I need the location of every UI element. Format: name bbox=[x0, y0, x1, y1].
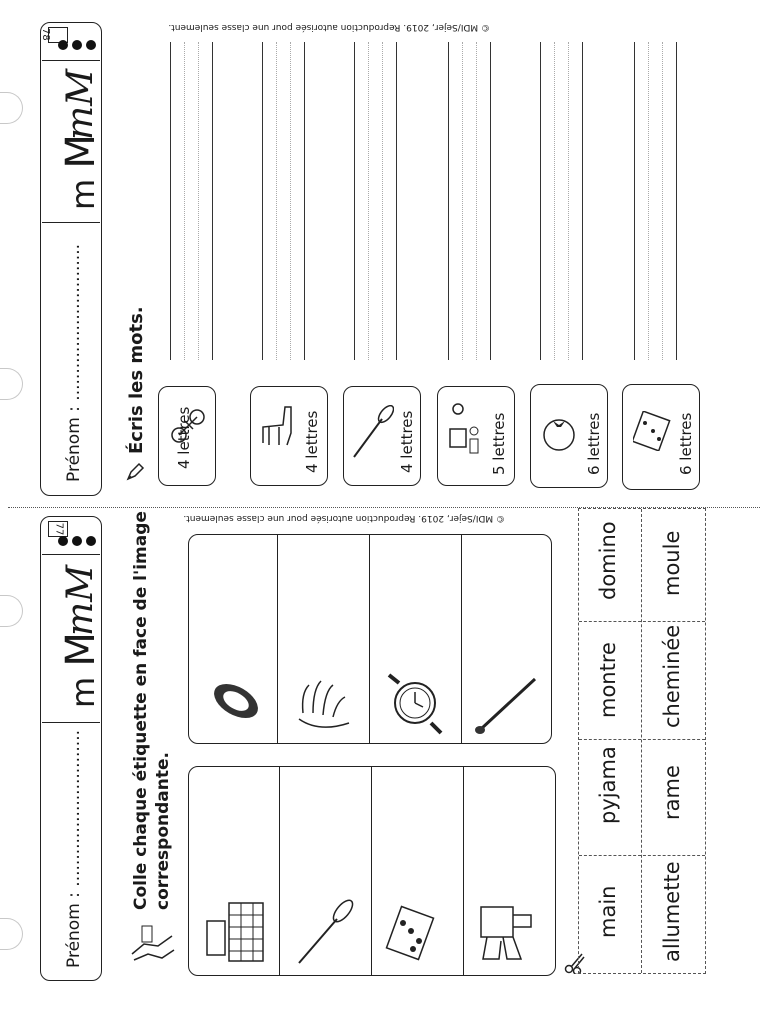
glue-hands-icon bbox=[128, 924, 178, 968]
punch-hole bbox=[0, 368, 23, 400]
letter-count: 4 lettres bbox=[175, 406, 193, 469]
punch-hole bbox=[0, 92, 23, 124]
copyright-notice: © MDI/Sejer, 2019. Reproduction autorisée pour une classe seulement. bbox=[168, 22, 490, 32]
paddle-icon bbox=[289, 899, 359, 969]
matchstick-icon bbox=[469, 669, 545, 739]
instruction-78: Écris les mots. bbox=[126, 306, 147, 454]
letter-count: 6 lettres bbox=[585, 412, 603, 475]
word-box bbox=[343, 386, 421, 486]
label-rame[interactable]: rame bbox=[660, 765, 684, 820]
image-grid-right bbox=[188, 534, 552, 744]
letter-count: 4 lettres bbox=[303, 410, 321, 473]
label-main[interactable]: main bbox=[596, 885, 620, 938]
label-cheminee[interactable]: cheminée bbox=[660, 624, 684, 728]
letter-count: 6 lettres bbox=[677, 412, 695, 475]
letter-count: 5 lettres bbox=[490, 412, 508, 475]
prenom-label-77: Prénom : ............................. bbox=[64, 729, 84, 968]
domino-icon bbox=[633, 411, 671, 451]
label-domino[interactable]: domino bbox=[596, 521, 620, 600]
copyright-notice: © MDI/Sejer, 2019. Reproduction autorisée pour une classe seulement. bbox=[183, 513, 505, 523]
hand-icon bbox=[289, 673, 365, 737]
llama-icon bbox=[259, 403, 299, 449]
word-box bbox=[158, 386, 216, 486]
dot-icon bbox=[58, 40, 68, 50]
cursive-heading-78: mM bbox=[60, 69, 101, 140]
letter-count: 4 lettres bbox=[398, 410, 416, 473]
dot-icon bbox=[72, 536, 82, 546]
paddle-icon bbox=[348, 405, 394, 461]
image-grid-left bbox=[188, 766, 556, 976]
label-pyjama[interactable]: pyjama bbox=[596, 746, 620, 824]
word-box bbox=[530, 384, 608, 488]
dot-icon bbox=[72, 40, 82, 50]
mussel-icon bbox=[207, 673, 265, 729]
word-box bbox=[250, 386, 328, 486]
wall-chimney-icon bbox=[203, 897, 269, 967]
word-box bbox=[622, 384, 700, 490]
prenom-label-78: Prénom : ............................. bbox=[64, 243, 84, 482]
page-number-77: 77 bbox=[48, 521, 68, 537]
domino-icon bbox=[383, 903, 449, 963]
page-number-78: 78 bbox=[48, 27, 68, 43]
pencil-icon bbox=[125, 462, 145, 482]
dot-icon bbox=[86, 40, 96, 50]
punch-hole bbox=[0, 918, 23, 950]
label-allumette[interactable]: allumette bbox=[660, 861, 684, 962]
label-montre[interactable]: montre bbox=[596, 642, 620, 718]
tomato-icon bbox=[539, 413, 579, 453]
instruction-77: Colle chaque étiquette en face de l'image correspondante. bbox=[131, 511, 173, 910]
pyjama-icon bbox=[473, 897, 543, 967]
watch-icon bbox=[379, 671, 451, 737]
writing-lines bbox=[164, 42, 694, 360]
dot-icon bbox=[58, 536, 68, 546]
mother-child-icon bbox=[444, 401, 484, 461]
cursive-heading-77: mM bbox=[60, 565, 101, 636]
letter-heading-78: m M bbox=[58, 134, 104, 210]
dot-icon bbox=[86, 536, 96, 546]
punch-hole bbox=[0, 595, 23, 627]
letter-heading-77: m M bbox=[58, 632, 104, 708]
word-box bbox=[437, 386, 515, 486]
label-moule[interactable]: moule bbox=[660, 530, 684, 596]
